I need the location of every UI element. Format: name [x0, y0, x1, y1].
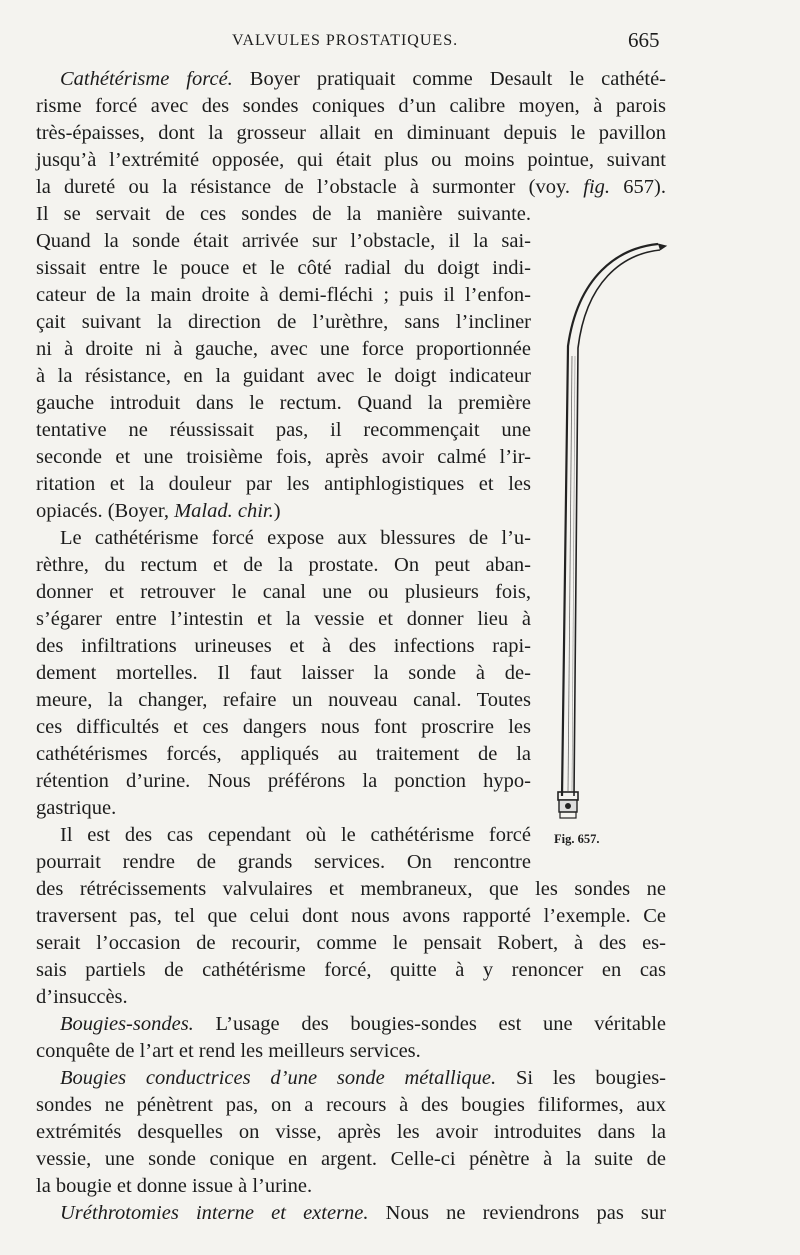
text-span: )	[273, 500, 281, 522]
text-line-26: cathétérismes forcés, appliqués au traitement de la	[36, 743, 531, 765]
text-line-34: sais partiels de cathétérisme forcé, quitte à y renoncer en cas	[36, 959, 666, 981]
figure-caption: Fig. 657.	[554, 832, 600, 846]
text-span: Le cathétérisme forcé expose aux blessures de l’u-	[60, 527, 531, 549]
text-line-3: très-épaisses, dont la grosseur allait en diminuant depuis le pavillon	[36, 122, 666, 144]
text-line-21: s’égarer entre l’intestin et la vessie et donner lieu à	[36, 608, 531, 630]
text-line-24: meure, la changer, refaire un nouveau canal. Toutes	[36, 689, 531, 711]
section-heading-urethrotomies: Uréthrotomies interne et externe.	[60, 1202, 369, 1224]
text-line-32: traversent pas, tel que celui dont nous avons rapporté l’exemple. Ce	[36, 905, 666, 927]
text-span: 657).	[610, 176, 666, 198]
text-line-40: extrémités desquelles on visse, après les avoir introduites dans la	[36, 1121, 666, 1143]
text-line-1	[36, 66, 666, 92]
citation-title: Malad. chir.	[174, 500, 274, 522]
catheter-sound-illustration	[548, 236, 668, 846]
text-line-23: dement mortelles. Il faut laisser la sonde à de-	[36, 662, 531, 684]
text-span: Si les bougies-	[496, 1067, 666, 1089]
text-span: Boyer pratiquait comme Desault le cathété-	[232, 68, 666, 90]
text-line-39: sondes ne pénètrent pas, on a recours à des bougies filiformes, aux	[36, 1094, 666, 1116]
text-line-36	[36, 1011, 666, 1037]
text-line-41: vessie, une sonde conique en argent. Celle-ci pénètre à la suite de	[36, 1148, 666, 1170]
text-line-8: sissait entre le pouce et le côté radial du doigt indi-	[36, 257, 531, 279]
text-line-6: Il se servait de ces sondes de la manière suivante.	[36, 203, 531, 225]
section-heading-bougies-sondes: Bougies-sondes.	[60, 1013, 194, 1035]
text-line-37: conquête de l’art et rend les meilleurs services.	[36, 1040, 421, 1062]
text-line-22: des infiltrations urineuses et à des infections rapi-	[36, 635, 531, 657]
text-line-38	[36, 1065, 666, 1091]
text-line-30: pourrait rendre de grands services. On rencontre	[36, 851, 531, 873]
text-line-28: gastrique.	[36, 797, 117, 819]
text-line-9: cateur de la main droite à demi-fléchi ; puis il l’enfon-	[36, 284, 531, 306]
text-line-10: çait suivant la direction de l’urèthre, sans l’incliner	[36, 311, 531, 333]
text-line-11: ni à droite ni à gauche, avec une force proportionnée	[36, 338, 531, 360]
text-line-43	[36, 1200, 666, 1226]
text-line-2: risme forcé avec des sondes coniques d’un calibre moyen, à parois	[36, 95, 666, 117]
text-line-7: Quand la sonde était arrivée sur l’obstacle, il la sai-	[36, 230, 531, 252]
text-span: L’usage des bougies-sondes est une véritable	[193, 1013, 666, 1035]
text-line-20: donner et retrouver le canal une ou plusieurs fois,	[36, 581, 531, 603]
text-line-33: serait l’occasion de recourir, comme le pensait Robert, à des es-	[36, 932, 666, 954]
text-span: Il est des cas cependant où le cathétérisme forcé	[60, 824, 531, 846]
text-span: Nous ne reviendrons pas sur	[368, 1202, 666, 1224]
text-line-14: tentative ne réussissait pas, il recommençait une	[36, 419, 531, 441]
text-line-19: rèthre, du rectum et de la prostate. On peut aban-	[36, 554, 531, 576]
text-line-13: gauche introduit dans le rectum. Quand la première	[36, 392, 531, 414]
section-heading-catheterisme-force: Cathétérisme forcé.	[60, 68, 233, 90]
text-line-27: rétention d’urine. Nous préférons la ponction hypo-	[36, 770, 531, 792]
running-title: VALVULES PROSTATIQUES.	[232, 32, 459, 49]
text-line-25: ces difficultés et ces dangers nous font proscrire les	[36, 716, 531, 738]
text-line-15: seconde et une troisième fois, après avoir calmé l’ir-	[36, 446, 531, 468]
text-line-16: ritation et la douleur par les antiphlogistiques et les	[36, 473, 531, 495]
section-heading-bougies-conductrices: Bougies conductrices d’une sonde métallique.	[60, 1067, 497, 1089]
page-number: 665	[628, 28, 660, 52]
text-line-17	[36, 498, 531, 524]
text-line-42: la bougie et donne issue à l’urine.	[36, 1175, 313, 1197]
text-line-29	[36, 822, 531, 848]
text-span: la dureté ou la résistance de l’obstacle à surmonter (voy.	[36, 176, 584, 198]
text-line-12: à la résistance, en la guidant avec le doigt indicateur	[36, 365, 531, 387]
text-line-35: d’insuccès.	[36, 986, 128, 1008]
page-header	[0, 28, 800, 58]
text-line-18	[36, 525, 531, 551]
text-line-31: des rétrécissements valvulaires et membraneux, que les sondes ne	[36, 878, 666, 900]
text-line-4: jusqu’à l’extrémité opposée, qui était plus ou moins pointue, suivant	[36, 149, 666, 171]
text-span: opiacés. (Boyer,	[36, 500, 175, 522]
figure-reference: fig.	[583, 176, 611, 198]
text-line-5	[36, 174, 666, 200]
